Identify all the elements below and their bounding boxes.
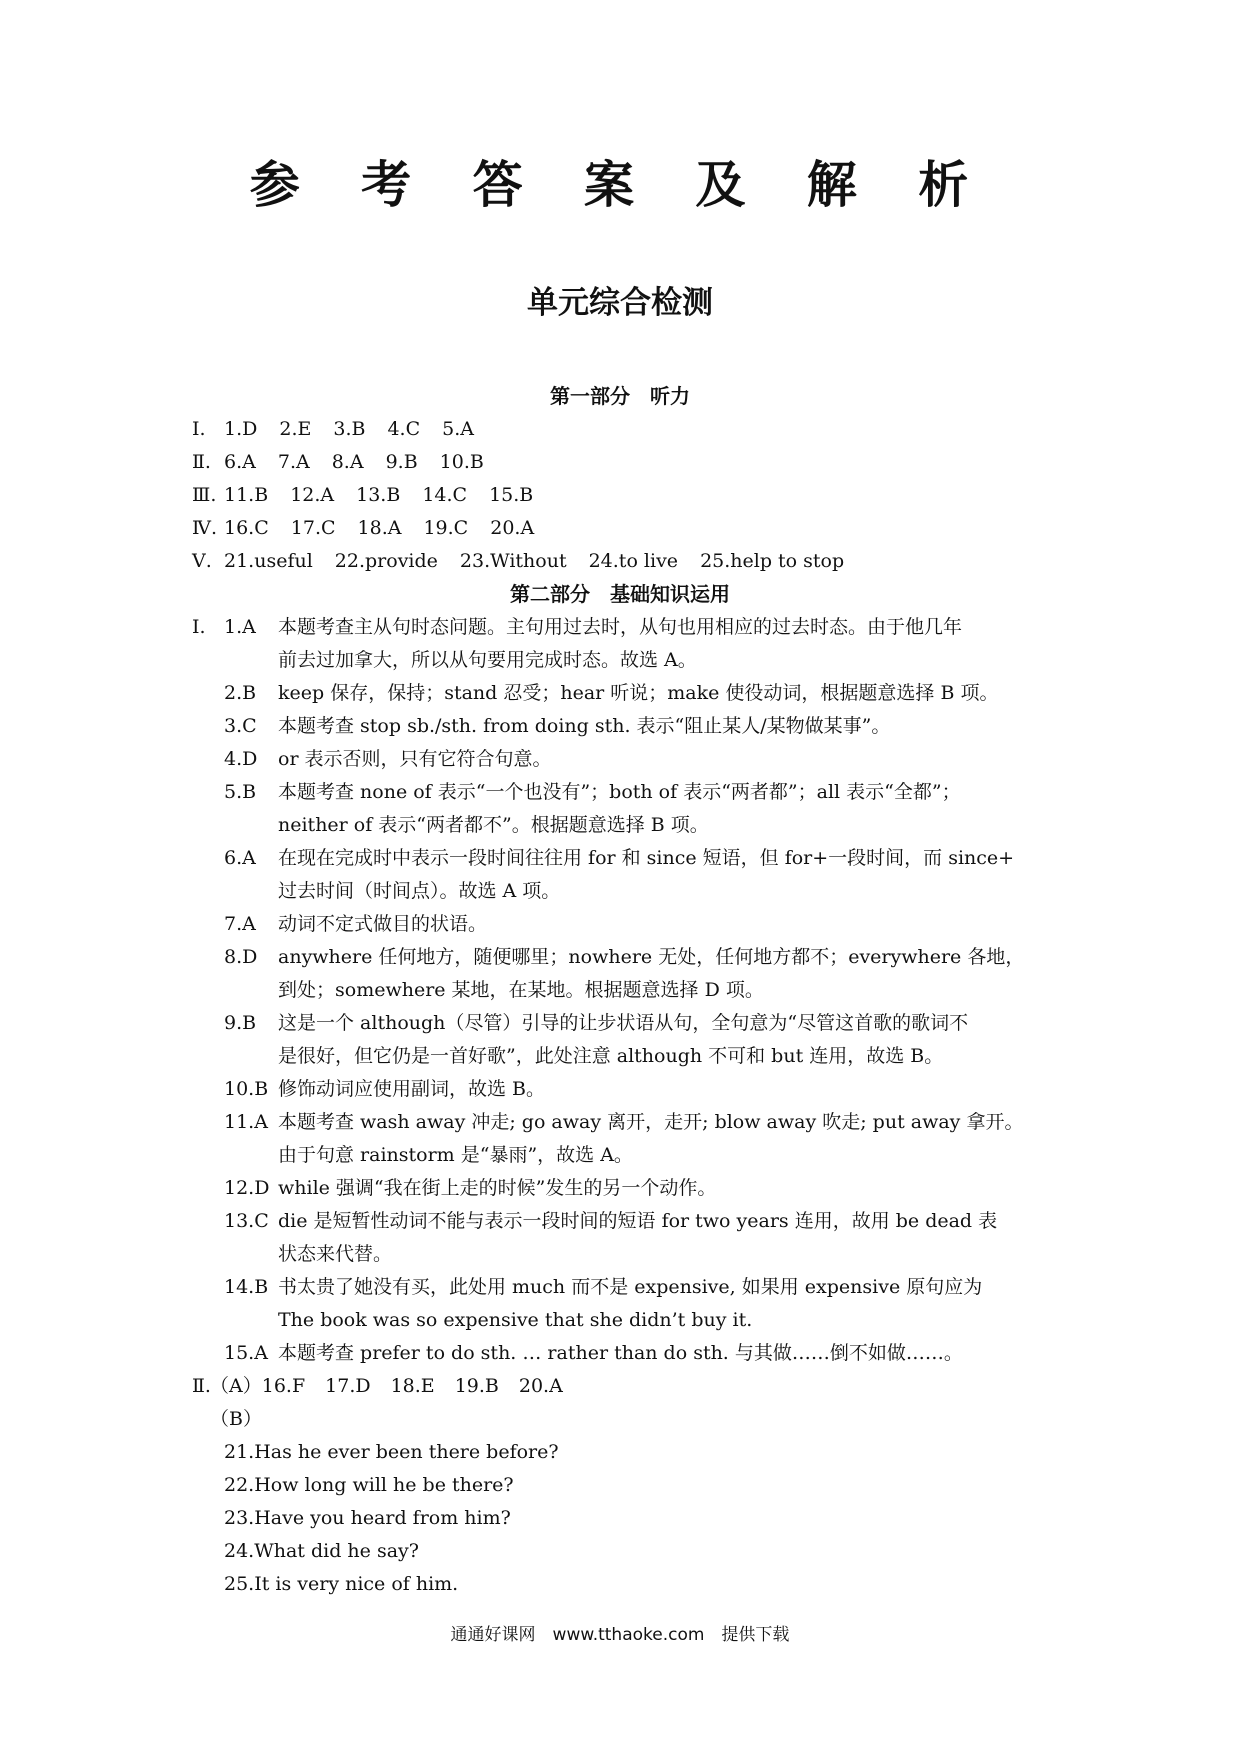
explanation-item [0,677,1240,710]
explanation-text: die 是短暂性动词不能与表示一段时间的短语 for two years 连用，故用 be dead 表 [278,1210,998,1232]
explanation-text: 动词不定式做目的状语。 [278,913,488,935]
explanation-text: anywhere 任何地方，随便哪里；nowhere 无处，任何地方都不；everywhere 各地， [278,946,1025,968]
answer-item: 11.B [224,484,269,506]
explanation-number: 6.A [224,847,256,869]
explanation-continuation [0,1304,1240,1337]
answer-item: 8.A [331,451,364,473]
explanation-text: while 强调“我在街上走的时候”发生的另一个动作。 [278,1177,717,1199]
answer-item: 6.A [224,451,256,473]
explanation-continuation [0,875,1240,908]
answer-item: 22.provide [334,550,438,572]
explanation-text: 本题考查 stop sb./sth. from doing sth. 表示“阻止某人/某物做某事”。 [278,715,891,737]
explanation-continuation [0,1139,1240,1172]
group-label-row [0,1403,1240,1436]
explanation-number: 8.D [224,946,258,968]
explanation-number: 10.B [224,1078,269,1100]
page-title: 参 考 答 案 及 解 析 [249,156,991,214]
answer-item: 7.A [277,451,310,473]
group-label: （B） [210,1408,262,1430]
answer-item: 16.F [261,1375,306,1397]
explanation-item [0,908,1240,941]
explanation-item [0,1007,1240,1040]
explanation-text: or 表示否则，只有它符合句意。 [278,748,552,770]
answer-item: 18.E [390,1375,435,1397]
explanation-text: neither of 表示“两者都不”。根据题意选择 B 项。 [278,814,709,836]
explanation-item [0,1205,1240,1238]
answer-item: 13.B [356,484,401,506]
answer-item: 10.B [439,451,484,473]
explanation-number: 12.D [224,1177,270,1199]
answer-item: 14.C [422,484,468,506]
section-heading: 第一部分 听力 [550,384,690,408]
explanation-number: 14.B [224,1276,269,1298]
answer-sentence-text: 22.How long will he be there? [224,1474,514,1496]
answer-item: 19.B [454,1375,499,1397]
explanation-number: 11.A [224,1111,268,1133]
explanation-item [0,1106,1240,1139]
section-label: Ⅱ. [192,1375,211,1397]
explanation-text: 状态来代替。 [278,1243,393,1265]
answer-sentence-text: 23.Have you heard from him? [224,1507,511,1529]
answer-item: 18.A [357,517,402,539]
section-label: Ⅰ. [192,616,206,638]
explanation-number: 1.A [224,616,256,638]
answer-sentence [0,1535,1240,1568]
answer-group-a [210,1370,583,1403]
explanation-item [0,611,1240,644]
explanation-item [0,1271,1240,1304]
explanation-item [0,1172,1240,1205]
page-subtitle: 单元综合检测 [527,285,713,321]
answer-row [0,446,1240,479]
explanation-text: 在现在完成时中表示一段时间往往用 for 和 since 短语，但 for+一段时间，而 since+ [278,847,1015,869]
answer-sentence [0,1436,1240,1469]
answer-item: 19.C [423,517,469,539]
explanation-text: 本题考查主从句时态问题。主句用过去时，从句也用相应的过去时态。由于他几年 [278,616,963,638]
answer-row-label: Ⅰ. [192,418,206,440]
answer-item: 5.A [442,418,474,440]
explanation-text: 本题考查 prefer to do sth. … rather than do sth. 与其做……倒不如做……。 [278,1342,963,1364]
explanation-number: 5.B [224,781,257,803]
answer-item: 25.help to stop [700,550,845,572]
answer-item: 3.B [333,418,366,440]
answer-row [0,512,1240,545]
explanation-item [0,743,1240,776]
answer-row [0,545,1240,578]
explanation-item [0,941,1240,974]
answer-sentence-text: 25.It is very nice of him. [224,1573,459,1595]
explanation-text: 本题考查 none of 表示“一个也没有”；both of 表示“两者都”；all 表示“全都”； [278,781,961,803]
answer-item: 4.C [387,418,421,440]
answer-row-label: Ⅴ. [192,550,212,572]
answer-item: 16.C [224,517,269,539]
answer-item: 1.D [224,418,258,440]
group-label: （A） [210,1375,262,1397]
explanation-number: 13.C [224,1210,269,1232]
explanation-text: 修饰动词应使用副词，故选 B。 [278,1078,546,1100]
explanation-item [0,842,1240,875]
explanation-continuation [0,644,1240,677]
answer-item: 17.C [290,517,336,539]
answer-row-label: Ⅱ. [192,451,211,473]
explanation-text: 前去过加拿大，所以从句要用完成时态。故选 A。 [278,649,697,671]
explanation-number: 15.A [224,1342,268,1364]
explanation-item [0,776,1240,809]
explanation-item [0,1337,1240,1370]
explanation-text: 由于句意 rainstorm 是“暴雨”，故选 A。 [278,1144,633,1166]
explanation-continuation [0,809,1240,842]
explanation-text: 是很好，但它仍是一首好歌”，此处注意 although 不可和 but 连用，故选 B。 [278,1045,944,1067]
answer-row-label: Ⅳ. [192,517,218,539]
explanation-text: 这是一个 although（尽管）引导的让步状语从句，全句意为“尽管这首歌的歌词不 [278,1012,969,1034]
answer-item: 2.E [279,418,312,440]
answer-item: 23.Without [459,550,567,572]
answer-sentence [0,1502,1240,1535]
explanation-text: 到处；somewhere 某地，在某地。根据题意选择 D 项。 [278,979,764,1001]
answer-row [0,1370,1240,1403]
answer-row [0,479,1240,512]
answer-item: 17.D [325,1375,371,1397]
explanation-continuation [0,974,1240,1007]
explanation-number: 9.B [224,1012,257,1034]
explanation-item [0,1073,1240,1106]
explanation-text: 书太贵了她没有买，此处用 much 而不是 expensive, 如果用 expensive 原句应为 [278,1276,983,1298]
explanation-number: 2.B [224,682,257,704]
answer-item: 20.A [490,517,535,539]
explanation-number: 7.A [224,913,256,935]
explanation-continuation [0,1040,1240,1073]
answer-item: 24.to live [588,550,679,572]
answer-row [0,413,1240,446]
footer-text: 通通好课网 www.tthaoke.com 提供下载 [450,1625,790,1645]
answer-item: 21.useful [224,550,313,572]
explanation-continuation [0,1238,1240,1271]
explanation-text: The book was so expensive that she didn’t buy it. [278,1309,753,1331]
explanation-number: 4.D [224,748,258,770]
answer-item: 20.A [518,1375,563,1397]
explanation-number: 3.C [224,715,257,737]
answer-item: 9.B [385,451,418,473]
explanation-text: keep 保存，保持；stand 忍受；hear 听说；make 使役动词，根据题意选择 B 项。 [278,682,999,704]
answer-item: 12.A [290,484,335,506]
explanation-text: 本题考查 wash away 冲走; go away 离开，走开; blow away 吹走; put away 拿开。 [278,1111,1024,1133]
section-heading: 第二部分 基础知识运用 [510,582,730,606]
answer-sentence-text: 24.What did he say? [224,1540,419,1562]
answer-row-label: Ⅲ. [192,484,217,506]
answer-sentence-text: 21.Has he ever been there before? [224,1441,559,1463]
explanation-text: 过去时间（时间点）。故选 A 项。 [278,880,561,902]
explanation-item [0,710,1240,743]
content [0,380,1240,1601]
answer-sentence [0,1568,1240,1601]
answer-sentence [0,1469,1240,1502]
answer-item: 15.B [489,484,534,506]
